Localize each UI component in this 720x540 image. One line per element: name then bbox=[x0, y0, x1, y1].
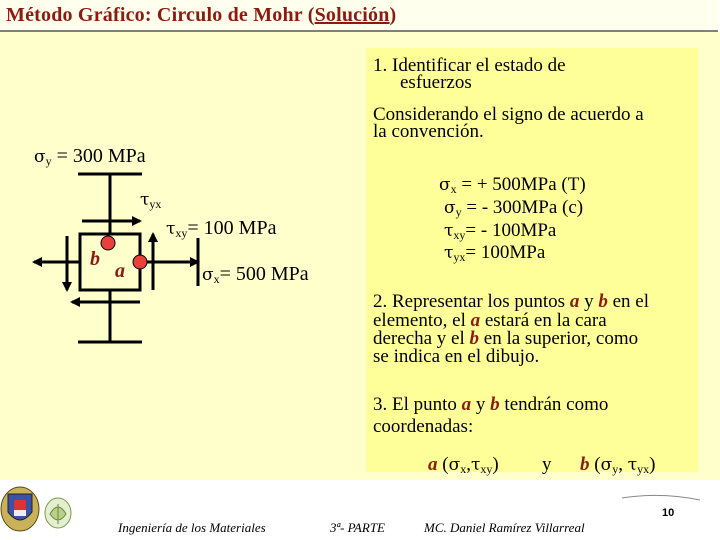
coord-a: a $(\sigma_x,\tau_{xy})$ bbox=[428, 454, 499, 476]
point-a-label: a bbox=[115, 260, 125, 282]
step1-heading: 1. Identificar el estado de bbox=[373, 55, 566, 76]
page-number: 10 bbox=[662, 507, 675, 519]
footer-author: MC. Daniel Ramírez Villarreal bbox=[424, 520, 585, 535]
step2-line2: elemento, el a estará en la cara bbox=[373, 310, 607, 331]
step2-line4: se indica en el dibujo. bbox=[373, 346, 540, 367]
footer-course: Ingeniería de los Materiales bbox=[118, 520, 266, 535]
university-shield-logo bbox=[1, 487, 39, 531]
sigma-y-label: $\sigma_y = 300$ MPa bbox=[34, 145, 146, 168]
step3-line2: coordenadas: bbox=[373, 416, 474, 437]
title-solution: Solución bbox=[314, 4, 390, 26]
step3-line1: 3. El punto a y b tendrán como bbox=[373, 394, 609, 415]
step1-para-line2: la convención. bbox=[373, 121, 484, 142]
coord-b: b ($\sigma_y$, $\tau_{yx}$) bbox=[580, 454, 656, 476]
step2-line3: derecha y el b en la superior, como bbox=[373, 328, 639, 349]
title-prefix: Método Gráfico: Circulo de Mohr ( bbox=[6, 4, 315, 26]
footer-part: 3ª- PARTE bbox=[330, 520, 385, 535]
faculty-logo bbox=[45, 498, 71, 528]
stress-value-tau-yx: $\tau_{yx}= 100MPa$ bbox=[444, 242, 546, 264]
point-b-label: b bbox=[90, 248, 100, 270]
sigma-x-label: $\sigma_x= 500$ MPa bbox=[202, 263, 309, 286]
title-suffix: ) bbox=[389, 4, 397, 26]
page-mark-line bbox=[622, 495, 700, 500]
tau-yx-label: $\tau_{yx}$ bbox=[140, 190, 162, 211]
coord-y: y bbox=[542, 454, 552, 475]
tau-xy-label: $\tau_{xy}= 100$ MPa bbox=[166, 217, 277, 240]
step2-line1: 2. Representar los puntos a y b en el bbox=[373, 291, 649, 312]
step1-heading-cont: esfuerzos bbox=[400, 72, 472, 93]
stress-value-sigma-x: $\sigma_x$ = + 500MPa (T) bbox=[439, 174, 586, 196]
stress-value-sigma-y: $\sigma_y$ = - 300MPa (c) bbox=[444, 197, 584, 219]
stress-value-tau-xy: $\tau_{xy}= - 100MPa$ bbox=[444, 220, 557, 242]
step1-para-line1: Considerando el signo de acuerdo a bbox=[373, 104, 644, 125]
